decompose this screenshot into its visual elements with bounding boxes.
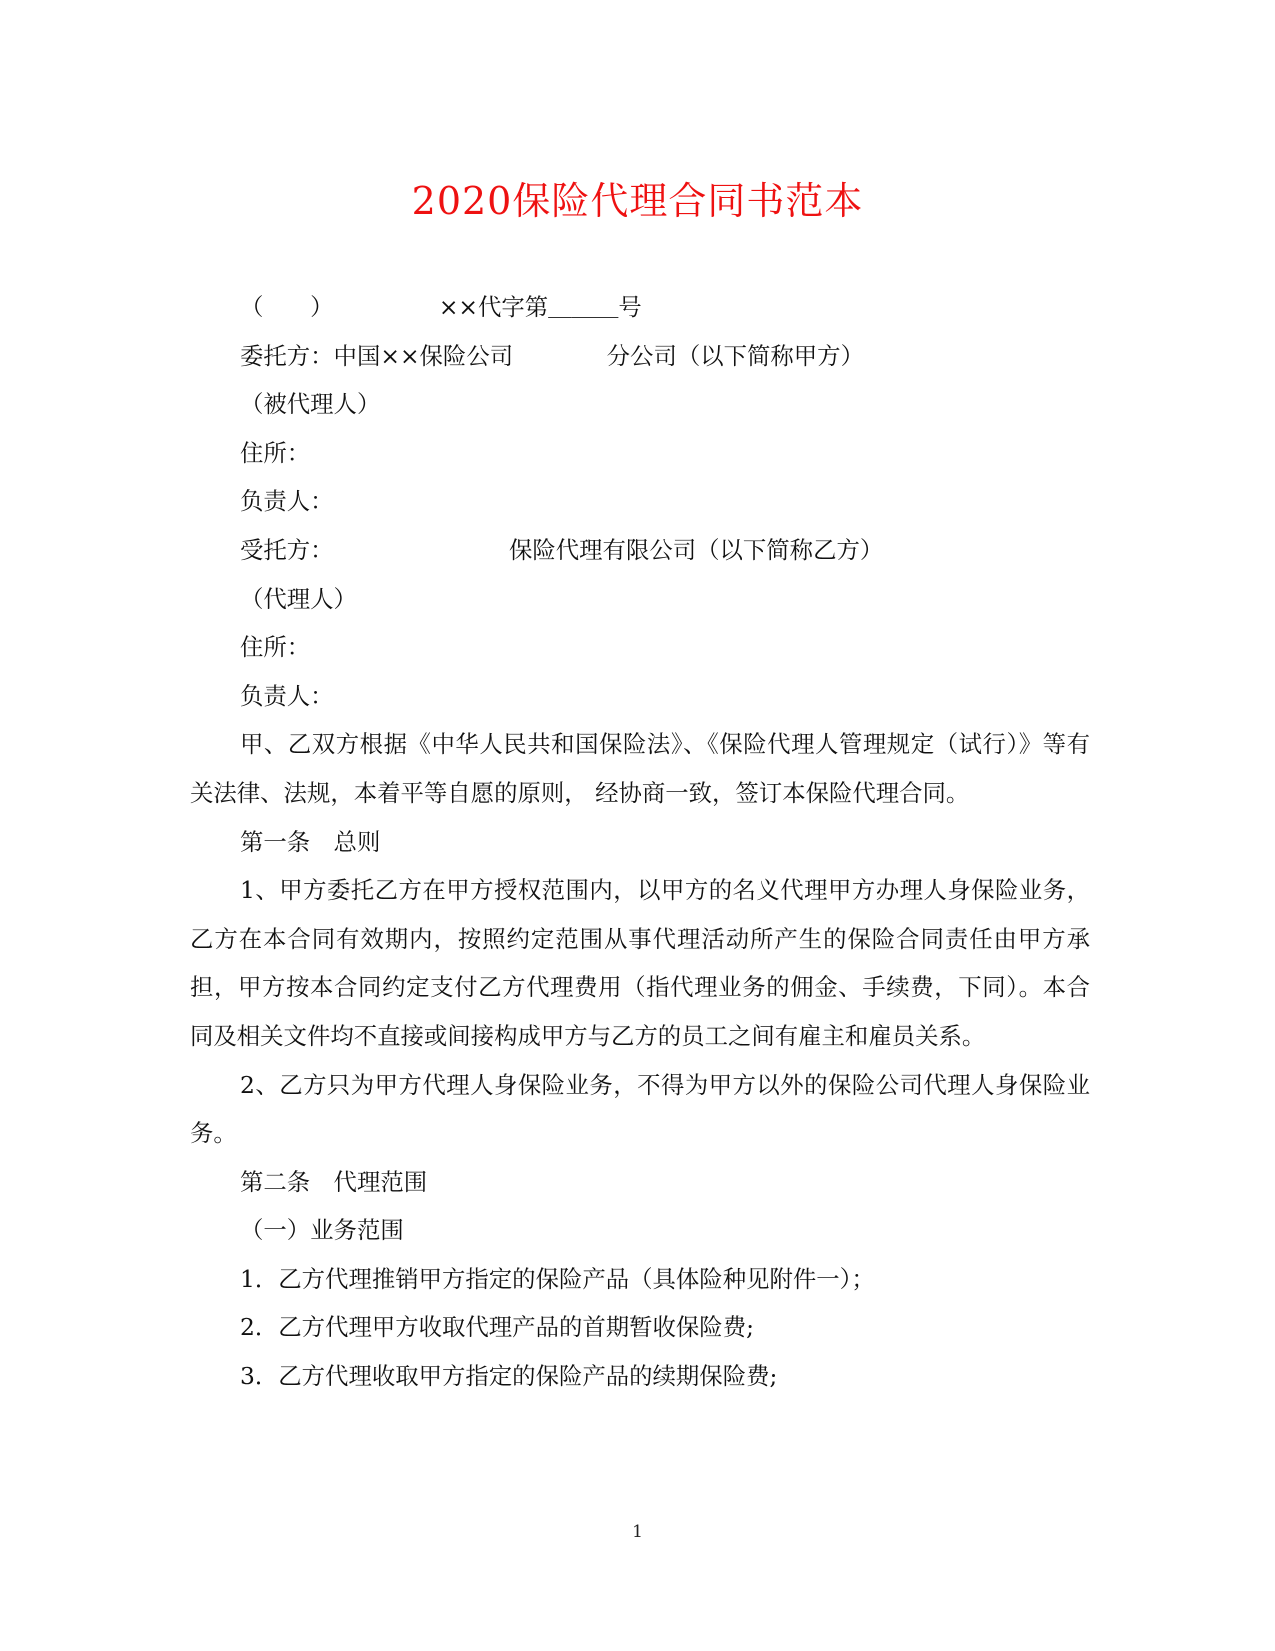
principal-role: （被代理人） bbox=[240, 390, 381, 419]
agent-line: 受托方： 保险代理有限公司（以下简称乙方） bbox=[240, 535, 884, 564]
article1-clause2: 2、乙方只为甲方代理人身保险业务，不得为甲方以外的保险公司代理人身保险业务。 bbox=[190, 1070, 1090, 1148]
principal-line: 委托方：中国××保险公司 分公司（以下简称甲方） bbox=[240, 341, 864, 370]
agent-role: （代理人） bbox=[240, 584, 357, 613]
agent-representative: 负责人： bbox=[240, 681, 334, 710]
preamble-paragraph: 甲、乙双方根据《中华人民共和国保险法》、《保险代理人管理规定（试行）》等有关法律、法规，本着平等自愿的原则， 经协商一致，签订本保险代理合同。 bbox=[190, 730, 1090, 807]
principal-representative: 负责人： bbox=[240, 487, 334, 516]
page-number: 1 bbox=[632, 1522, 643, 1542]
article2-heading: 第二条 代理范围 bbox=[240, 1167, 428, 1196]
article2-item-3: 3．乙方代理收取甲方指定的保险产品的续期保险费; bbox=[240, 1362, 778, 1391]
article1-clause1: 1、甲方委托乙方在甲方授权范围内，以甲方的名义代理甲方办理人身保险业务，乙方在本合同有效期内，按照约定范围从事代理活动所产生的保险合同责任由甲方承担，甲方按本合同约定支付乙方代理费用（指代理业务的佣金、手续费，下同）。本合同及相关文件均不直接或间接构成甲方与乙方的员工之间有雇主和雇员关系。 bbox=[190, 876, 1090, 1050]
article2-subheading: （一）业务范围 bbox=[240, 1216, 404, 1245]
document-body bbox=[190, 283, 1090, 1401]
article2-item-1: 1．乙方代理推销甲方指定的保险产品（具体险种见附件一）； bbox=[240, 1264, 875, 1293]
article2-item-2: 2．乙方代理甲方收取代理产品的首期暂收保险费; bbox=[240, 1313, 754, 1342]
agent-address: 住所： bbox=[240, 633, 311, 662]
document-title: 2020保险代理合同书范本 bbox=[411, 179, 864, 223]
principal-address: 住所： bbox=[240, 438, 311, 467]
article1-heading: 第一条 总则 bbox=[240, 827, 381, 856]
contract-number-line: （ ） ××代字第＿＿＿号 bbox=[240, 293, 642, 321]
